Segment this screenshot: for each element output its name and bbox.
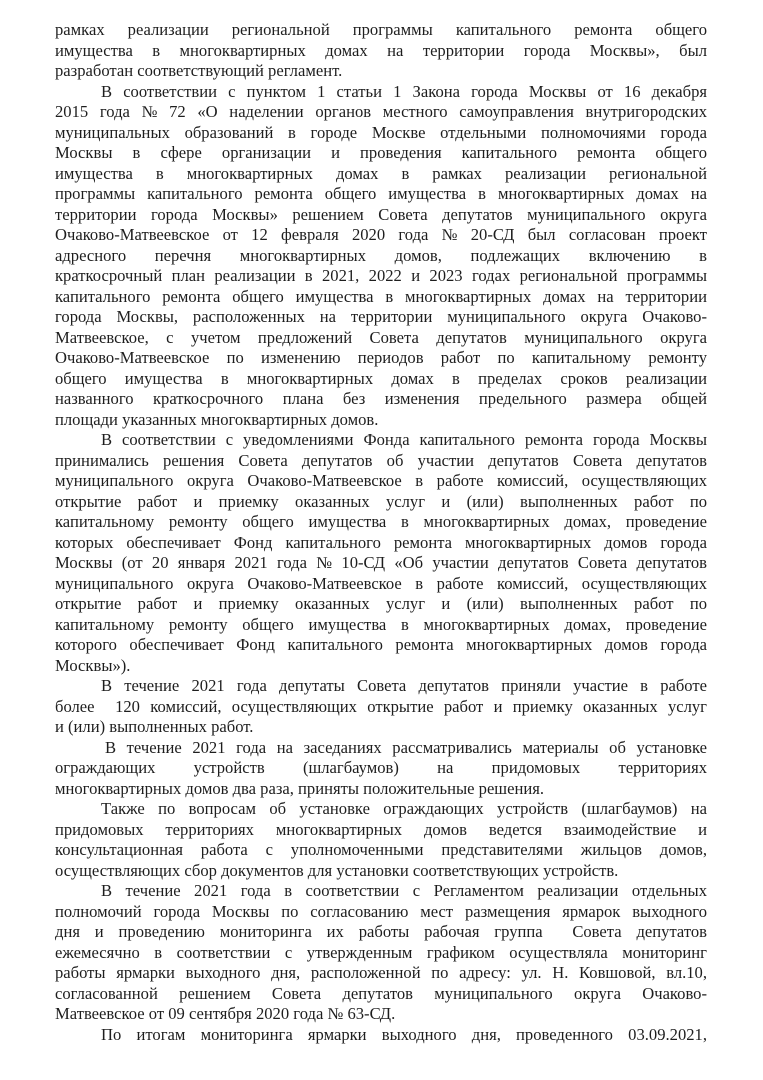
text-line: которых обеспечивает Фонд капитального ремонта многоквартирных домов города [55, 532, 707, 552]
text-line: ограждающих устройств (шлагбаумов) на придомовых территориях [55, 758, 707, 777]
paragraph-first-line: В соответствии с уведомлениями Фонда капитального ремонта города Москвы [101, 430, 707, 449]
text-line: согласованной решением Совета депутатов муниципального округа Очаково- [55, 983, 707, 1003]
text-line: Очаково-Матвеевское от 12 февраля 2020 года № 20-СД был согласован проект [55, 225, 707, 244]
text-line: Москвы (от 20 января 2021 года № 10-СД «Об участии депутатов Совета депутатов [55, 553, 707, 572]
text-line: и (или) выполненных работ. [55, 717, 254, 736]
text-line: полномочий города Москвы по согласованию мест размещения ярмарок выходного [55, 901, 707, 921]
text-line: территории города Москвы» решением Совета депутатов муниципального округа [55, 204, 707, 224]
text-line: общего имущества в многоквартирных домах в пределах сроков реализации [55, 368, 707, 388]
text-line: которого обеспечивает Фонд капитального ремонта многоквартирных домов города [55, 635, 707, 654]
paragraph-first-line: В течение 2021 года депутаты Совета депутатов приняли участие в работе [101, 676, 707, 695]
text-line: открытие работ и приемку оказанных услуг и (или) выполненных работ по [55, 594, 707, 613]
text-line: консультационная работа с уполномоченными представителями жильцов домов, [55, 840, 707, 859]
text-line: муниципального округа Очаково-Матвеевское в работе комиссий, осуществляющих [55, 471, 707, 490]
text-line: Москвы»). [55, 655, 131, 675]
text-line: разработан соответствующий регламент. [55, 61, 343, 80]
text-line: Москвы в сфере организации и проведения капитального ремонта общего [55, 143, 707, 162]
text-line: работы ярмарки выходного дня, расположенной по адресу: ул. Н. Ковшовой, вл.10, [55, 963, 707, 982]
text-line: адресного перечня многоквартирных домов, подлежащих включению в [55, 245, 707, 265]
text-line: имущества в многоквартирных домах на территории города Москвы», был [55, 40, 707, 60]
text-line: придомовых территориях многоквартирных домов ведется взаимодействие и [55, 819, 707, 839]
text-line: осуществляющих сбор документов для установки соответствующих устройств. [55, 860, 619, 880]
paragraph-first-line: В течение 2021 года в соответствии с Регламентом реализации отдельных [101, 881, 707, 900]
text-line: капитальному ремонту общего имущества в многоквартирных домах, проведение [55, 512, 707, 531]
text-line: ежемесячно в соответствии с утвержденным графиком осуществляла мониторинг [55, 942, 707, 962]
text-line: муниципальных образований в городе Москве отдельными полномочиями города [55, 122, 707, 142]
text-line: более 120 комиссий, осуществляющих открытие работ и приемку оказанных услуг [55, 696, 707, 716]
text-line: открытие работ и приемку оказанных услуг и (или) выполненных работ по [55, 491, 707, 511]
paragraph-first-line: В течение 2021 года на заседаниях рассматривались материалы об установке [105, 737, 707, 757]
text-line: программы капитального ремонта общего имущества в многоквартирных домах на [55, 184, 707, 203]
paragraph-first-line: По итогам мониторинга ярмарки выходного дня, проведенного 03.09.2021, [101, 1024, 707, 1044]
text-line: города Москвы, расположенных на территории муниципального округа Очаково- [55, 307, 707, 326]
text-line: капитальному ремонту общего имущества в многоквартирных домах, проведение [55, 614, 707, 634]
text-line: дня и проведению мониторинга их работы рабочая группа Совета депутатов [55, 922, 707, 941]
text-line: многоквартирных домов два раза, приняты положительные решения. [55, 778, 544, 798]
text-line: капитального ремонта общего имущества в многоквартирных домах на территории [55, 286, 707, 306]
paragraph-first-line: Также по вопросам об установке ограждающих устройств (шлагбаумов) на [101, 799, 707, 818]
text-line: имущества в многоквартирных домах в рамках реализации региональной [55, 163, 707, 183]
document-body [55, 20, 707, 1045]
text-line: Матвеевское, с учетом предложений Совета депутатов муниципального округа [55, 327, 707, 347]
text-line: названного краткосрочного плана без изменения предельного размера общей [55, 389, 707, 408]
text-line: рамках реализации региональной программы капитального ремонта общего [55, 20, 707, 39]
text-line: Очаково-Матвеевское по изменению периодов работ по капитальному ремонту [55, 348, 707, 367]
text-line: 2015 года № 72 «О наделении органов местного самоуправления внутригородских [55, 102, 707, 121]
text-line: Матвеевское от 09 сентября 2020 года № 63-СД. [55, 1004, 396, 1023]
text-line: краткосрочный план реализации в 2021, 2022 и 2023 годах региональной программы [55, 266, 707, 285]
paragraph-first-line: В соответствии с пунктом 1 статьи 1 Закона города Москвы от 16 декабря [101, 81, 707, 101]
text-line: принимались решения Совета депутатов об участии депутатов Совета депутатов [55, 450, 707, 470]
text-line: муниципального округа Очаково-Матвеевское в работе комиссий, осуществляющих [55, 573, 707, 593]
text-line: площади указанных многоквартирных домов. [55, 409, 379, 429]
